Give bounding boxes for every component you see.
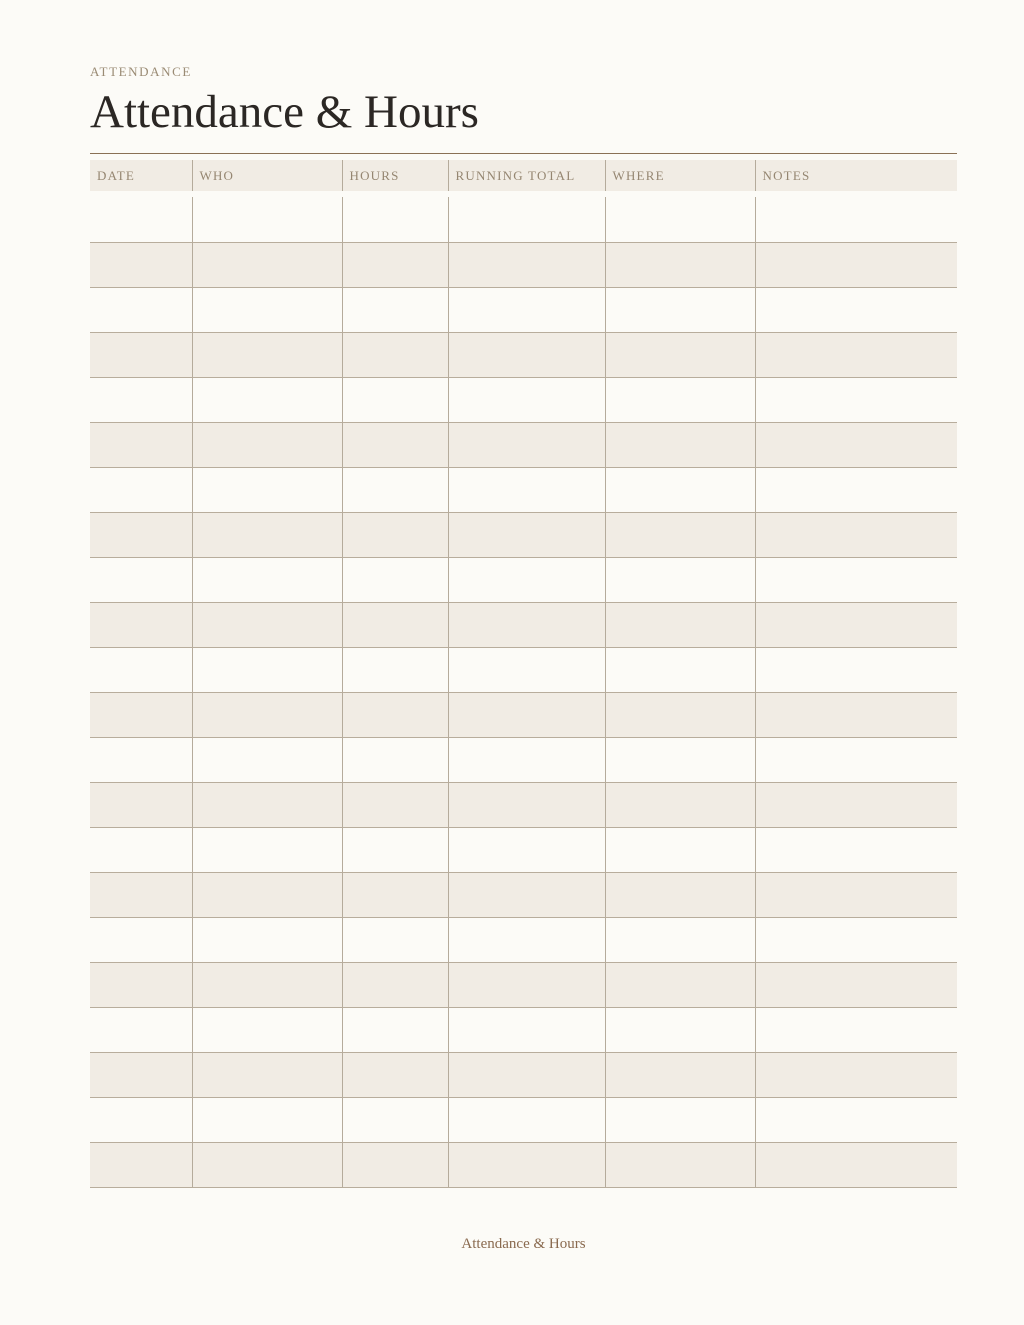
cell-notes	[755, 197, 957, 242]
cell-notes	[755, 422, 957, 467]
cell-date	[90, 782, 192, 827]
cell-notes	[755, 557, 957, 602]
cell-hours	[342, 422, 448, 467]
cell-notes	[755, 647, 957, 692]
cell-date	[90, 287, 192, 332]
cell-running-total	[448, 647, 605, 692]
cell-running-total	[448, 737, 605, 782]
cell-where	[605, 287, 755, 332]
cell-who	[192, 872, 342, 917]
cell-running-total	[448, 1097, 605, 1142]
cell-date	[90, 1007, 192, 1052]
table-row	[90, 647, 957, 692]
cell-where	[605, 467, 755, 512]
table-header-row	[90, 160, 957, 194]
cell-where	[605, 512, 755, 557]
cell-hours	[342, 287, 448, 332]
cell-notes	[755, 872, 957, 917]
cell-hours	[342, 602, 448, 647]
cell-date	[90, 467, 192, 512]
cell-hours	[342, 332, 448, 377]
cell-where	[605, 557, 755, 602]
cell-hours	[342, 197, 448, 242]
table-row	[90, 827, 957, 872]
cell-notes	[755, 1142, 957, 1187]
cell-running-total	[448, 242, 605, 287]
cell-running-total	[448, 287, 605, 332]
table-row	[90, 1097, 957, 1142]
cell-running-total	[448, 962, 605, 1007]
cell-notes	[755, 962, 957, 1007]
cell-who	[192, 782, 342, 827]
cell-hours	[342, 962, 448, 1007]
cell-notes	[755, 332, 957, 377]
column-header-where: WHERE	[605, 160, 755, 194]
cell-running-total	[448, 602, 605, 647]
cell-notes	[755, 1052, 957, 1097]
cell-who	[192, 332, 342, 377]
cell-hours	[342, 692, 448, 737]
cell-where	[605, 602, 755, 647]
cell-who	[192, 557, 342, 602]
cell-where	[605, 422, 755, 467]
cell-hours	[342, 377, 448, 422]
cell-hours	[342, 917, 448, 962]
cell-who	[192, 917, 342, 962]
cell-where	[605, 1097, 755, 1142]
cell-notes	[755, 692, 957, 737]
cell-running-total	[448, 467, 605, 512]
table-row	[90, 512, 957, 557]
cell-hours	[342, 1142, 448, 1187]
cell-running-total	[448, 1007, 605, 1052]
cell-hours	[342, 512, 448, 557]
cell-where	[605, 1052, 755, 1097]
table-row	[90, 692, 957, 737]
table-row	[90, 422, 957, 467]
attendance-log-page	[90, 0, 957, 1325]
cell-who	[192, 467, 342, 512]
cell-running-total	[448, 332, 605, 377]
cell-date	[90, 1052, 192, 1097]
cell-date	[90, 1097, 192, 1142]
cell-date	[90, 647, 192, 692]
cell-who	[192, 1097, 342, 1142]
cell-notes	[755, 827, 957, 872]
cell-where	[605, 1007, 755, 1052]
cell-running-total	[448, 827, 605, 872]
table-row	[90, 1007, 957, 1052]
cell-running-total	[448, 1052, 605, 1097]
table-row	[90, 377, 957, 422]
cell-who	[192, 377, 342, 422]
cell-date	[90, 377, 192, 422]
cell-running-total	[448, 782, 605, 827]
cell-where	[605, 737, 755, 782]
cell-date	[90, 197, 192, 242]
cell-date	[90, 332, 192, 377]
column-header-running-total: RUNNING TOTAL	[448, 160, 605, 194]
cell-notes	[755, 467, 957, 512]
table-row	[90, 782, 957, 827]
cell-notes	[755, 1007, 957, 1052]
table-row	[90, 1142, 957, 1187]
cell-notes	[755, 1097, 957, 1142]
cell-where	[605, 917, 755, 962]
table-row	[90, 287, 957, 332]
table-row	[90, 332, 957, 377]
cell-hours	[342, 557, 448, 602]
cell-date	[90, 917, 192, 962]
cell-where	[605, 242, 755, 287]
cell-where	[605, 827, 755, 872]
cell-notes	[755, 917, 957, 962]
cell-date	[90, 422, 192, 467]
cell-where	[605, 332, 755, 377]
cell-hours	[342, 1007, 448, 1052]
cell-running-total	[448, 557, 605, 602]
cell-running-total	[448, 422, 605, 467]
cell-where	[605, 872, 755, 917]
cell-who	[192, 602, 342, 647]
cell-hours	[342, 1052, 448, 1097]
cell-date	[90, 557, 192, 602]
cell-running-total	[448, 917, 605, 962]
table-row	[90, 602, 957, 647]
cell-hours	[342, 647, 448, 692]
cell-hours	[342, 782, 448, 827]
cell-hours	[342, 872, 448, 917]
cell-where	[605, 692, 755, 737]
column-header-date: DATE	[90, 160, 192, 194]
cell-where	[605, 647, 755, 692]
cell-where	[605, 197, 755, 242]
table-row	[90, 917, 957, 962]
cell-hours	[342, 467, 448, 512]
cell-running-total	[448, 692, 605, 737]
table-row	[90, 467, 957, 512]
column-header-who: WHO	[192, 160, 342, 194]
cell-where	[605, 962, 755, 1007]
table-row	[90, 242, 957, 287]
cell-hours	[342, 737, 448, 782]
cell-running-total	[448, 872, 605, 917]
cell-where	[605, 377, 755, 422]
table-row	[90, 557, 957, 602]
cell-who	[192, 197, 342, 242]
cell-date	[90, 692, 192, 737]
cell-where	[605, 1142, 755, 1187]
cell-running-total	[448, 377, 605, 422]
cell-who	[192, 1052, 342, 1097]
cell-date	[90, 1142, 192, 1187]
cell-who	[192, 422, 342, 467]
cell-date	[90, 242, 192, 287]
cell-hours	[342, 242, 448, 287]
cell-date	[90, 872, 192, 917]
cell-notes	[755, 512, 957, 557]
cell-notes	[755, 782, 957, 827]
cell-who	[192, 737, 342, 782]
cell-notes	[755, 242, 957, 287]
column-header-notes: NOTES	[755, 160, 957, 194]
cell-who	[192, 287, 342, 332]
section-eyebrow: ATTENDANCE	[90, 64, 192, 79]
cell-date	[90, 512, 192, 557]
cell-who	[192, 647, 342, 692]
attendance-table	[90, 160, 957, 1188]
table-row	[90, 737, 957, 782]
table-row	[90, 872, 957, 917]
cell-date	[90, 602, 192, 647]
cell-date	[90, 827, 192, 872]
cell-notes	[755, 737, 957, 782]
table-row	[90, 962, 957, 1007]
cell-running-total	[448, 197, 605, 242]
cell-who	[192, 1142, 342, 1187]
cell-running-total	[448, 1142, 605, 1187]
title-divider	[90, 153, 957, 154]
cell-date	[90, 737, 192, 782]
table-row	[90, 197, 957, 242]
table-row	[90, 1052, 957, 1097]
cell-who	[192, 962, 342, 1007]
cell-who	[192, 242, 342, 287]
cell-hours	[342, 827, 448, 872]
cell-who	[192, 827, 342, 872]
cell-notes	[755, 287, 957, 332]
page-title: Attendance & Hours	[90, 86, 479, 138]
cell-who	[192, 1007, 342, 1052]
cell-running-total	[448, 512, 605, 557]
cell-date	[90, 962, 192, 1007]
cell-notes	[755, 377, 957, 422]
cell-who	[192, 512, 342, 557]
cell-who	[192, 692, 342, 737]
cell-hours	[342, 1097, 448, 1142]
column-header-hours: HOURS	[342, 160, 448, 194]
table-body	[90, 197, 957, 1187]
page-footer: Attendance & Hours	[461, 1236, 586, 1252]
cell-where	[605, 782, 755, 827]
cell-notes	[755, 602, 957, 647]
